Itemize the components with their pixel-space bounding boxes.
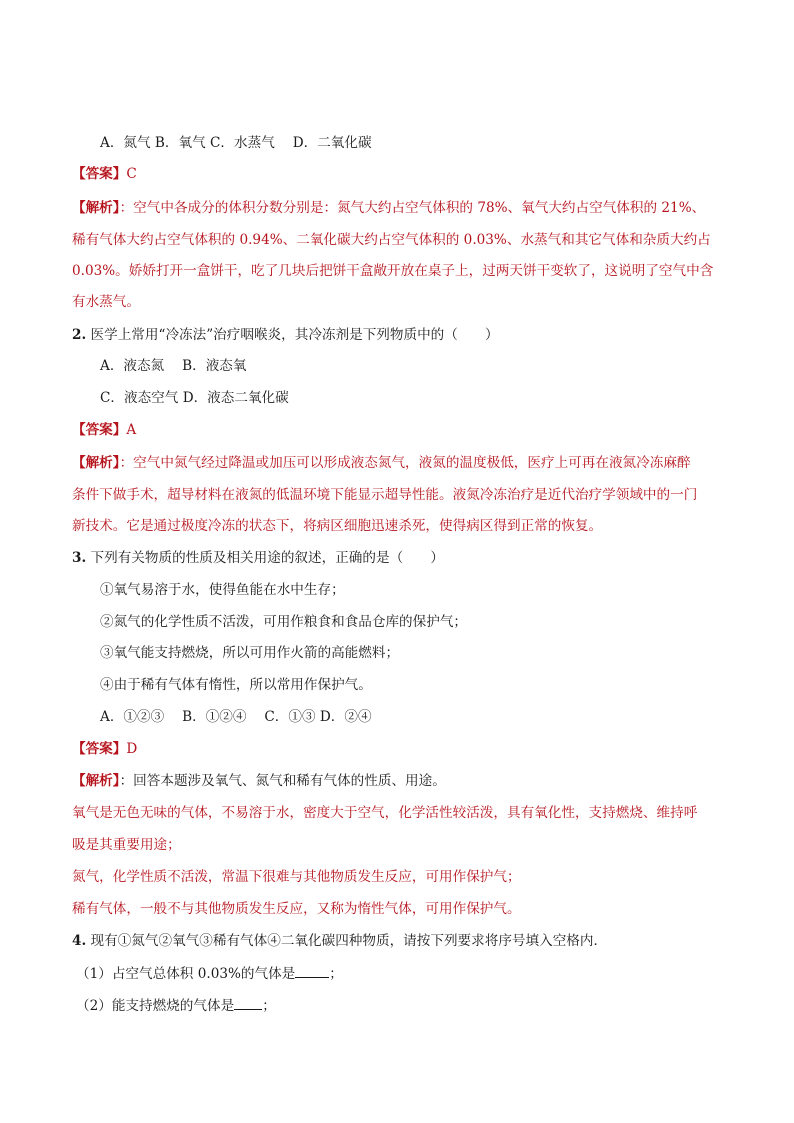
answer-value: C: [126, 166, 137, 182]
q3-analysis-line-4: 氮气，化学性质不活泼，常温下很难与其他物质发生反应，可用作保护气；: [72, 869, 521, 885]
q3-stem: [72, 548, 722, 568]
answer-label: 【答案】: [72, 741, 127, 757]
q3-analysis-line-1: [72, 771, 722, 791]
q2-analysis-line-2: 条件下做手术，超导材料在液氮的低温环境下能显示超导性能。液氮冷冻治疗是近代治疗学领域中的一门: [72, 487, 698, 503]
q4-stem: [72, 931, 722, 951]
q2-stem: [72, 325, 722, 345]
q1-analysis-line-1: [72, 198, 722, 218]
q3-statement-2: ②氮气的化学性质不活泼，可用作粮食和食品仓库的保护气；: [100, 614, 468, 630]
q2-options-2: C．液态空气 D．液态二氧化碳: [100, 390, 289, 406]
q3-statement-1: ①氧气易溶于水，使得鱼能在水中生存；: [100, 582, 345, 598]
question-number: 2.: [72, 327, 87, 343]
sub-question-text: （2）能支持燃烧的气体是: [76, 998, 235, 1014]
analysis-label: 【解析】: [72, 200, 120, 216]
answer-label: 【答案】: [72, 166, 127, 182]
sub-question-end: ；: [329, 966, 343, 982]
answer-blank[interactable]: [234, 995, 262, 1010]
q1-analysis-line-4: 有水蒸气。: [72, 294, 140, 310]
q1-options: A．氮气 B．氧气 C．水蒸气 D．二氧化碳: [100, 135, 372, 151]
answer-value: D: [126, 741, 138, 757]
analysis-text: ：空气中氮气经过降温或加压可以形成液态氮气，液氮的温度极低，医疗上可再在液氮冷冻麻醉: [119, 455, 691, 471]
q3-statement-4: ④由于稀有气体有惰性，所以常用作保护气。: [100, 677, 372, 693]
q3-options: A．①②③ B．①②④ C．①③ D．②④: [100, 709, 372, 725]
answer-blank[interactable]: [295, 963, 329, 978]
sub-question-text: （1）占空气总体积 0.03%的气体是: [76, 966, 296, 982]
answer-label: 【答案】: [72, 422, 127, 438]
question-text: 下列有关物质的性质及相关用途的叙述，正确的是（ ）: [86, 550, 444, 566]
analysis-label: 【解析】: [72, 773, 120, 789]
q4-sub-1: [76, 963, 726, 984]
question-text: 医学上常用“冷冻法”治疗咽喉炎，其冷冻剂是下列物质中的（ ）: [86, 327, 499, 343]
q1-answer: [72, 164, 722, 184]
q2-options-1: A．液态氮 B．液态氧: [100, 358, 247, 374]
analysis-text: ：回答本题涉及氧气、氮气和稀有气体的性质、用途。: [119, 773, 446, 789]
sub-question-end: ；: [262, 998, 276, 1014]
answer-value: A: [126, 422, 137, 438]
question-text: 现有①氮气②氧气③稀有气体④二氧化碳四种物质，请按下列要求将序号填入空格内．: [86, 933, 608, 949]
question-number: 3.: [72, 550, 87, 566]
q1-analysis-line-2: 稀有气体大约占空气体积的 0.94%、二氧化碳大约占空气体积的 0.03%、水蒸气和其它气体和杂质大约占: [72, 232, 711, 248]
q3-statement-3: ③氧气能支持燃烧，所以可用作火箭的高能燃料；: [100, 645, 400, 661]
analysis-text: ：空气中各成分的体积分数分别是：氮气大约占空气体积的 78%、氧气大约占空气体积的 21%、: [119, 200, 706, 216]
q3-analysis-line-2: 氧气是无色无味的气体，不易溶于水，密度大于空气，化学活性较活泼，具有氧化性，支持燃烧、维持呼: [72, 805, 698, 821]
analysis-label: 【解析】: [72, 455, 120, 471]
q2-analysis-line-3: 新技术。它是通过极度冷冻的状态下，将病区细胞迅速杀死，使得病区得到正常的恢复。: [72, 518, 603, 534]
q2-answer: [72, 420, 722, 440]
q4-sub-2: [76, 995, 726, 1016]
question-number: 4.: [72, 933, 87, 949]
q1-analysis-line-3: 0.03%。娇娇打开一盒饼干，吃了几块后把饼干盒敞开放在桌子上，过两天饼干变软了，这说明了空气中含: [72, 263, 714, 279]
q2-analysis-line-1: [72, 453, 722, 473]
q3-answer: [72, 739, 722, 759]
q3-analysis-line-3: 吸是其重要用途；: [72, 837, 181, 853]
q3-analysis-line-5: 稀有气体，一般不与其他物质发生反应，又称为惰性气体，可用作保护气。: [72, 901, 521, 917]
